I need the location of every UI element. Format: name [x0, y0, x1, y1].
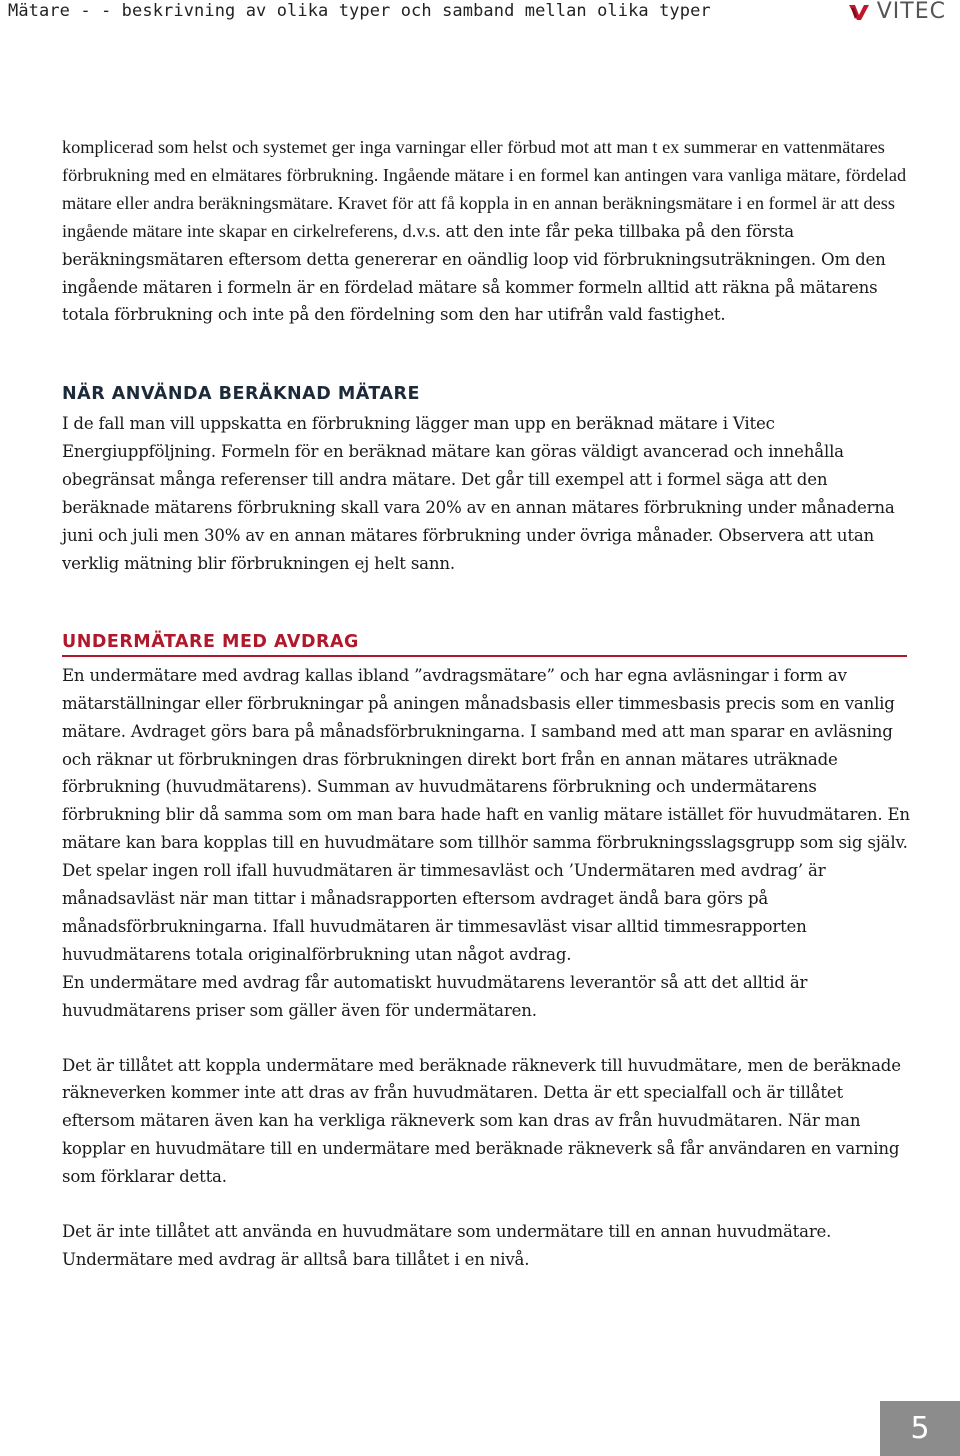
undermatare-paragraph-3: Det är tillåtet att koppla undermätare med beräknade räkneverk till huvudmätare, men de beräknade räkneverken kommer inte att dras av från huvudmätaren. Detta är ett specialfall och är tillåtet eftersom mätaren även kan ha verkliga räkneverk som kan dras av från huvudmätaren. När man kopplar en huvudmätare till en undermätare med beräknade räkneverk så får användaren en varning som förklarar detta.	[62, 1055, 901, 1187]
undermatare-paragraph-4: Det är inte tillåtet att använda en huvudmätare som undermätare till en annan huvudmätare. Undermätare med avdrag är alltså bara tillåtet i en nivå.	[62, 1222, 832, 1269]
vitec-logo-mark-icon	[847, 2, 871, 22]
vitec-logo-text: VITEC	[876, 0, 946, 24]
intro-garamond-text: att den inte får peka tillbaka på den första beräkningsmätaren eftersom detta genererar en oändlig loop vid förbrukningsuträkningen. Om den ingående mätaren i formeln är en fördelad mätare så kommer formeln alltid att räkna på mätarens totala förbrukning och inte på den fördelning som den har utifrån vald fastighet.	[62, 221, 886, 325]
intro-paragraph	[62, 134, 912, 329]
page-number: 5	[910, 1411, 930, 1446]
section-heading-beraknad: NÄR ANVÄNDA BERÄKNAD MÄTARE	[62, 384, 420, 405]
section-beraknad-body: I de fall man vill uppskatta en förbrukning lägger man upp en beräknad mätare i Vitec Energiuppföljning. Formeln för en beräknad mätare kan göras väldigt avancerad och innehålla obegränsat många referenser till andra mätare. Det går till exempel att i formel säga att den beräknade mätarens förbrukning skall vara 20% av en annan mätares förbrukning under månaderna juni och juli men 30% av en annan mätares förbrukning under övriga månader. Observera att utan verklig mätning blir förbrukningen ej helt sann.	[62, 414, 895, 573]
page-header	[0, 0, 960, 26]
page-content	[62, 134, 912, 1274]
vitec-logo	[847, 1, 946, 23]
section-heading-undermatare: UNDERMÄTARE MED AVDRAG	[62, 631, 359, 652]
undermatare-paragraph-1: En undermätare med avdrag kallas ibland ”avdragsmätare” och har egna avläsningar i form av mätarställningar eller förbrukningar på aningen månadsbasis eller timmesbasis precis som en vanlig mätare. Avdraget görs bara på månadsförbrukningarna. I samband med att man sparar en avläsning och räknar ut förbrukningen dras förbrukningen direkt bort från en annan mätares uträknade förbrukning (huvudmätarens). Summan av huvudmätarens förbrukning och undermätarens förbrukning blir då samma som om man bara hade haft en vanlig mätare istället för huvudmätaren. En mätare kan bara kopplas till en huvudmätare som tillhör samma förbrukningsslagsgrupp som sig själv. Det spelar ingen roll ifall huvudmätaren är timmesavläst och ’Undermätaren med avdrag’ är månadsavläst när man tittar i månadsrapporten eftersom avdraget ändå bara görs på månadsförbrukningarna. Ifall huvudmätaren är timmesavläst visar alltid timmesrapporten huvudmätarens totala originalförbrukning utan något avdrag.	[62, 665, 910, 964]
intro-roman-text: komplicerad som helst och systemet ger inga varningar eller förbud mot att man t ex summerar en vattenmätares förbrukning med en elmätares förbrukning. Ingående mätare i en formel kan antingen vara vanliga mätare, fördelad mätare eller andra beräkningsmätare. Kravet för att få koppla in en annan beräkningsmätare i en formel är att dess ingående mätare inte skapar en cirkelreferens, d.v.s.	[62, 137, 907, 241]
undermatare-paragraph-2: En undermätare med avdrag får automatiskt huvudmätarens leverantör så att det alltid är huvudmätarens priser som gäller även för undermätaren.	[62, 972, 808, 1020]
page-number-box	[880, 1401, 960, 1456]
document-title: Mätare - - beskrivning av olika typer och samband mellan olika typer	[8, 1, 711, 21]
